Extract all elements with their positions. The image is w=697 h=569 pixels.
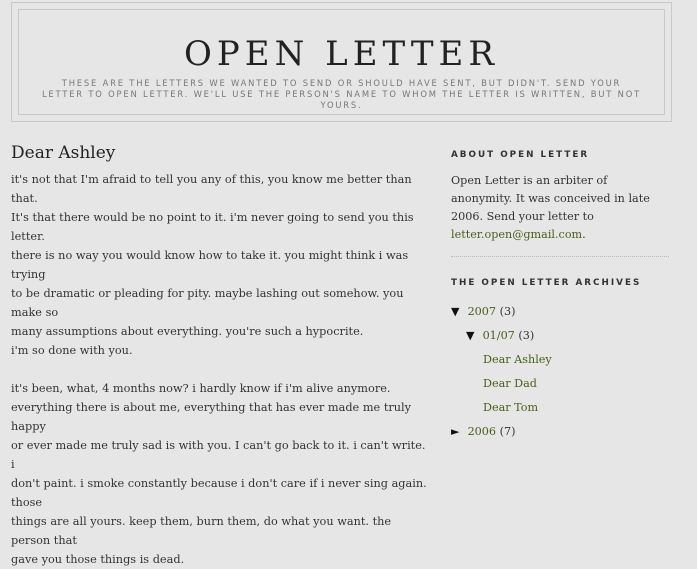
post-paragraph: it's not that I'm afraid to tell you any of this, you know me better than that. It's that there would be no point to it. i'm never going to send you this letter. there is no way you would know how to take it. you might think i was trying to be dramatic or pleading for pity. maybe lashing out somehow. you make so many assumptions about everything. you're such a hypocrite. i'm so done with you.	[11, 173, 414, 357]
expand-toggle-icon[interactable]: ►	[451, 425, 460, 438]
archive-count: (3)	[499, 305, 516, 318]
archive-count: (3)	[518, 329, 535, 342]
archive-year-link[interactable]: 2006	[467, 425, 497, 438]
blog-title[interactable]: OPEN LETTER	[184, 34, 499, 74]
post-title: Dear Ashley	[11, 143, 116, 163]
sidebar-divider	[451, 256, 669, 257]
blog-header-inner	[18, 9, 665, 115]
archive-year-link[interactable]: 2007	[467, 305, 497, 318]
archive-post-link[interactable]: Dear Dad	[483, 377, 537, 390]
collapse-toggle-icon[interactable]: ▼	[451, 305, 460, 318]
archive-post-item	[451, 372, 671, 396]
post-body	[11, 170, 431, 569]
archive-year-2006	[451, 420, 671, 444]
post-paragraph: it's been, what, 4 months now? i hardly know if i'm alive anymore. everything there is about me, everything that has ever made me truly happy or ever made me truly sad is with you. I can't go back to it. i can't write. i don't paint. i smoke constantly because i don't care if i never sing again. those things are all yours. keep them, burn them, do what you want. the person that gave you those things is dead.	[11, 382, 427, 566]
archive-month-01-07	[451, 324, 671, 348]
blog-description: THESE ARE THE LETTERS WE WANTED TO SEND OR SHOULD HAVE SENT, BUT DIDN'T. SEND YOUR LETTER TO OPEN LETTER. WE'LL USE THE PERSON'S NAME TO WHOM THE LETTER IS WRITTEN, BUT NOT YOURS.	[41, 78, 642, 110]
archive-post-link[interactable]: Dear Ashley	[483, 353, 552, 366]
archive-post-item	[451, 396, 671, 420]
email-link[interactable]: letter.open@gmail.com	[451, 228, 583, 241]
archives-heading: THE OPEN LETTER ARCHIVES	[451, 278, 642, 288]
archive-month-link[interactable]: 01/07	[482, 329, 515, 342]
archive-list	[451, 300, 671, 444]
archive-post-item	[451, 348, 671, 372]
sidebar	[451, 150, 671, 444]
collapse-toggle-icon[interactable]: ▼	[466, 329, 475, 342]
archive-year-2007	[451, 300, 671, 324]
about-text	[451, 172, 671, 244]
about-description: Open Letter is an arbiter of anonymity. It was conceived in late 2006. Send your letter to	[451, 174, 650, 223]
archive-count: (7)	[499, 425, 516, 438]
archive-post-link[interactable]: Dear Tom	[483, 401, 539, 414]
blog-header	[11, 2, 672, 122]
about-heading: ABOUT OPEN LETTER	[451, 150, 590, 160]
about-end: .	[582, 228, 586, 241]
